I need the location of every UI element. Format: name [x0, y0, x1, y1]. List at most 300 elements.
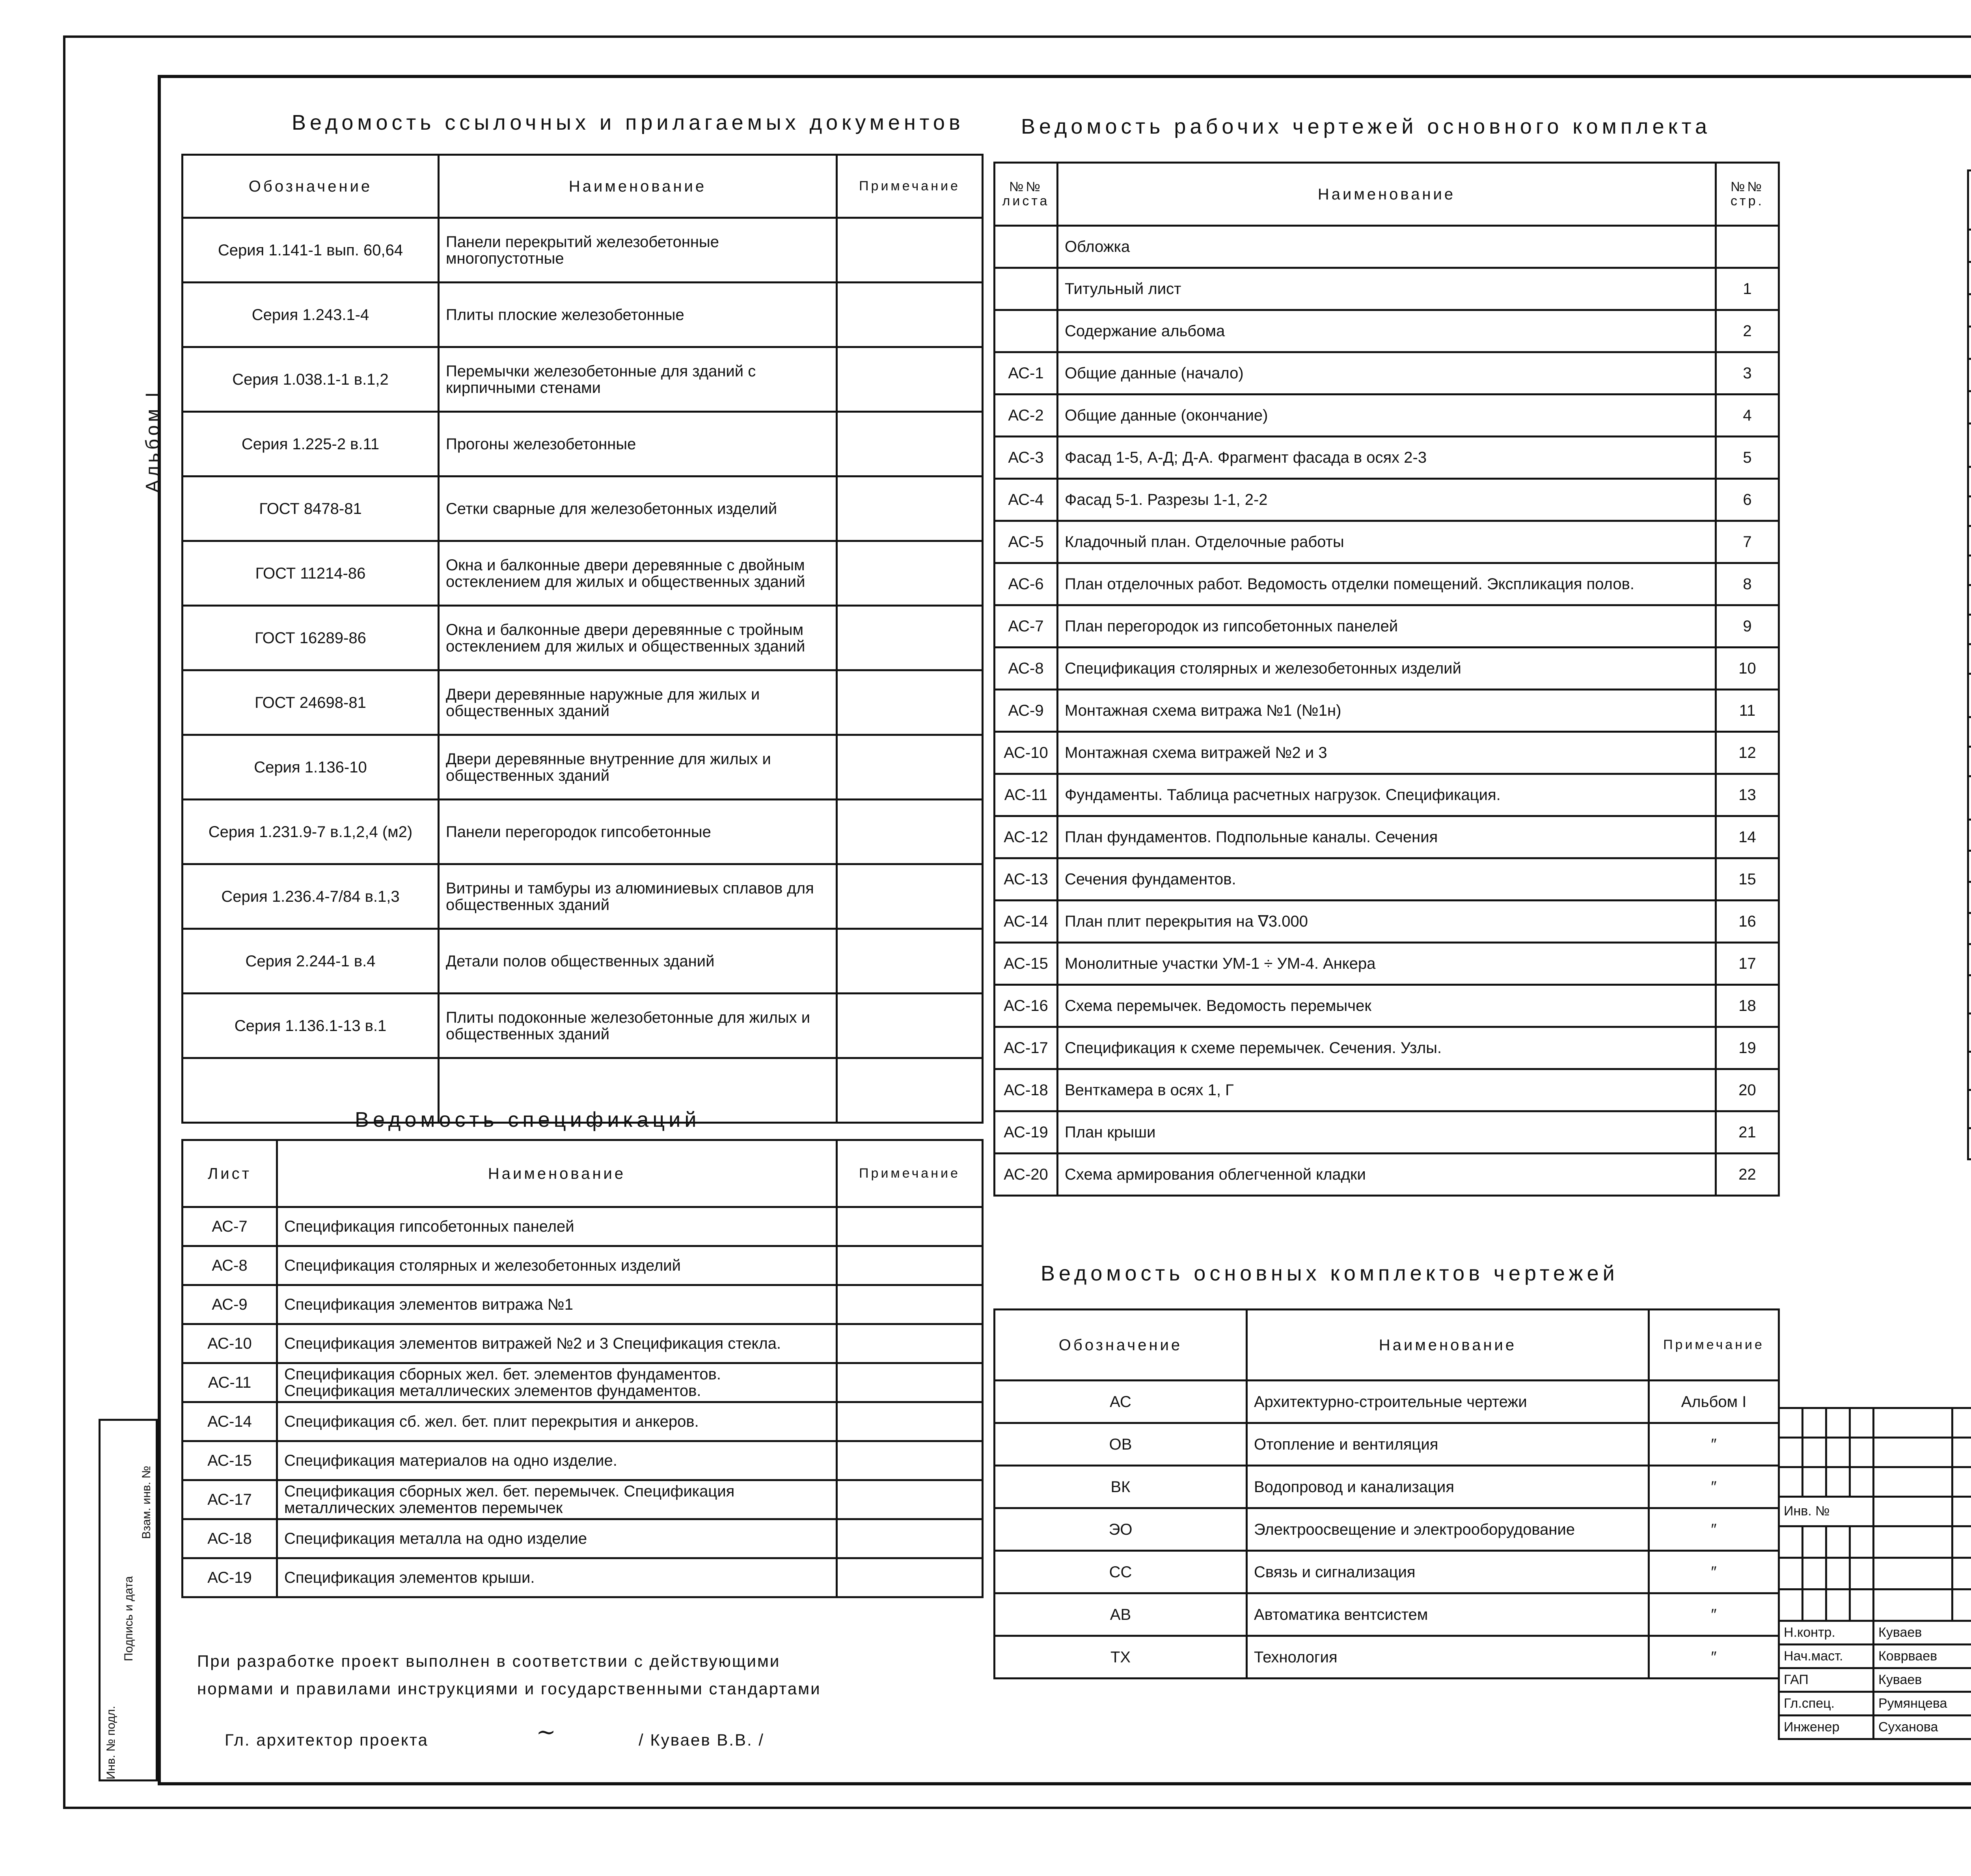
basic-row — [995, 1593, 1779, 1636]
references-cell: Сетки сварные для железобетонных изделий — [439, 476, 837, 541]
staff-role-4: Гл.спец. — [1779, 1692, 1874, 1716]
tep-cell — [1968, 913, 1971, 944]
specs-cell — [837, 1480, 983, 1519]
working-cell: АС-20 — [995, 1154, 1058, 1196]
references-cell: Двери деревянные наружные для жилых и общественных зданий — [439, 670, 837, 735]
working-row — [995, 1111, 1779, 1154]
working-cell: 19 — [1716, 1027, 1779, 1069]
working-cell: АС-17 — [995, 1027, 1058, 1069]
basic-title: Ведомость основных комплектов чертежей — [1041, 1262, 1619, 1285]
working-cell: 8 — [1716, 563, 1779, 605]
working-row — [995, 437, 1779, 479]
tep-cell — [1968, 644, 1971, 674]
specs-cell — [837, 1519, 983, 1558]
specs-header-name: Наименование — [277, 1140, 837, 1207]
references-cell: Витрины и тамбуры из алюминиевых сплавов для общественных зданий — [439, 864, 837, 929]
tep-section-row — [1968, 674, 1971, 717]
working-cell: Спецификация к схеме перемычек. Сечения. Узлы. — [1058, 1027, 1716, 1069]
basic-row — [995, 1466, 1779, 1508]
references-row — [183, 218, 983, 283]
working-cell: 21 — [1716, 1111, 1779, 1154]
basic-cell: ТХ — [995, 1636, 1247, 1679]
specs-cell: АС-8 — [183, 1246, 277, 1285]
working-row — [995, 901, 1779, 943]
specs-cell: Спецификация материалов на одно изделие. — [277, 1441, 837, 1480]
references-row — [183, 347, 983, 412]
working-header-name: Наименование — [1058, 163, 1716, 226]
working-cell: Спецификация столярных и железобетонных изделий — [1058, 648, 1716, 690]
specs-cell: Спецификация сборных жел. бет. элементов фундаментов. Спецификация металлических элементов фундаментов. — [277, 1363, 837, 1402]
references-table — [181, 154, 984, 1124]
tep-row — [1968, 975, 1971, 1014]
specs-cell: АС-10 — [183, 1324, 277, 1363]
specs-cell — [837, 1246, 983, 1285]
working-cell: АС-8 — [995, 648, 1058, 690]
specs-cell: АС-14 — [183, 1402, 277, 1441]
inv-label: Инв. № — [1779, 1497, 1874, 1526]
tep-cell — [1968, 1014, 1971, 1052]
tep-cell — [1968, 359, 1971, 391]
working-title: Ведомость рабочих чертежей основного комплекта — [1021, 115, 1711, 138]
tep-cell — [1968, 1090, 1971, 1128]
tep-row — [1968, 585, 1971, 615]
working-cell: АС-14 — [995, 901, 1058, 943]
working-cell: План плит перекрытия на ∇3.000 — [1058, 901, 1716, 943]
specs-cell: АС-17 — [183, 1480, 277, 1519]
specs-cell: Спецификация элементов витражей №2 и 3 Спецификация стекла. — [277, 1324, 837, 1363]
working-cell: АС-15 — [995, 943, 1058, 985]
references-cell: Серия 1.136-10 — [183, 735, 439, 800]
working-row — [995, 605, 1779, 648]
working-cell: Общие данные (окончание) — [1058, 395, 1716, 437]
working-row — [995, 479, 1779, 521]
basic-row — [995, 1551, 1779, 1593]
working-cell: Монолитные участки УМ-1 ÷ УМ-4. Анкера — [1058, 943, 1716, 985]
basic-cell: ВК — [995, 1466, 1247, 1508]
working-cell: АС-11 — [995, 774, 1058, 816]
working-cell: 15 — [1716, 858, 1779, 901]
basic-cell: ″ — [1649, 1551, 1779, 1593]
references-cell: Плиты плоские железобетонные — [439, 283, 837, 347]
working-cell: Фасад 5-1. Разрезы 1-1, 2-2 — [1058, 479, 1716, 521]
staff-name-2: Коврваев — [1874, 1645, 1971, 1668]
tep-row — [1968, 497, 1971, 526]
working-cell: Обложка — [1058, 226, 1716, 268]
basic-row — [995, 1423, 1779, 1466]
specs-row — [183, 1207, 983, 1246]
working-cell: 22 — [1716, 1154, 1779, 1196]
specs-cell — [837, 1285, 983, 1324]
tep-cell — [1968, 717, 1971, 747]
references-cell — [837, 800, 983, 864]
tep-cell — [1968, 497, 1971, 526]
specs-cell: Спецификация гипсобетонных панелей — [277, 1207, 837, 1246]
references-row — [183, 670, 983, 735]
references-row — [183, 606, 983, 670]
specs-header-sheet: Лист — [183, 1140, 277, 1207]
basic-row — [995, 1636, 1779, 1679]
references-cell — [837, 1058, 983, 1123]
specs-row — [183, 1324, 983, 1363]
working-cell: 5 — [1716, 437, 1779, 479]
working-row — [995, 732, 1779, 774]
working-cell: АС-18 — [995, 1069, 1058, 1111]
tep-cell — [1968, 585, 1971, 615]
basic-cell: Связь и сигнализация — [1247, 1551, 1649, 1593]
references-row — [183, 929, 983, 994]
references-cell — [837, 541, 983, 606]
working-cell: Фасад 1-5, А-Д; Д-А. Фрагмент фасада в осях 2-3 — [1058, 437, 1716, 479]
working-row — [995, 310, 1779, 352]
specs-header-note: Примечание — [837, 1140, 983, 1207]
tep-cell — [1968, 294, 1971, 327]
references-cell: Серия 1.038.1-1 в.1,2 — [183, 347, 439, 412]
working-cell: АС-2 — [995, 395, 1058, 437]
tep-cell — [1968, 391, 1971, 424]
specs-cell: АС-9 — [183, 1285, 277, 1324]
architect-name: / Куваев В.В. / — [639, 1731, 765, 1749]
working-row — [995, 1027, 1779, 1069]
specs-cell — [837, 1441, 983, 1480]
working-row — [995, 774, 1779, 816]
working-cell: Общие данные (начало) — [1058, 352, 1716, 395]
tep-row — [1968, 882, 1971, 913]
tep-row — [1968, 230, 1971, 262]
tep-row — [1968, 717, 1971, 747]
working-cell: АС-5 — [995, 521, 1058, 563]
tep-row — [1968, 944, 1971, 975]
tep-row — [1968, 262, 1971, 294]
tep-cell — [1968, 944, 1971, 975]
working-row — [995, 226, 1779, 268]
working-cell: План отделочных работ. Ведомость отделки помещений. Экспликация полов. — [1058, 563, 1716, 605]
working-cell: 17 — [1716, 943, 1779, 985]
left-stamp-inv: Инв. № подл. — [104, 1706, 117, 1779]
specs-row — [183, 1363, 983, 1402]
references-cell: Плиты подоконные железобетонные для жилых и общественных зданий — [439, 994, 837, 1058]
working-cell: 11 — [1716, 690, 1779, 732]
working-cell: АС-4 — [995, 479, 1058, 521]
references-row — [183, 800, 983, 864]
working-cell: АС-1 — [995, 352, 1058, 395]
tep-cell — [1968, 262, 1971, 294]
references-cell: Серия 1.136.1-13 в.1 — [183, 994, 439, 1058]
basic-cell: Технология — [1247, 1636, 1649, 1679]
references-cell: Серия 1.243.1-4 — [183, 283, 439, 347]
basic-cell: Архитектурно-строительные чертежи — [1247, 1381, 1649, 1423]
basic-header-note: Примечание — [1649, 1310, 1779, 1381]
specs-cell: Спецификация сб. жел. бет. плит перекрытия и анкеров. — [277, 1402, 837, 1441]
specs-row — [183, 1246, 983, 1285]
architect-label: Гл. архитектор проекта — [225, 1731, 428, 1749]
working-cell: 7 — [1716, 521, 1779, 563]
note-line-2: нормами и правилами инструкциями и государственными стандартами — [197, 1679, 821, 1698]
references-row — [183, 476, 983, 541]
specs-cell: АС-19 — [183, 1558, 277, 1597]
specs-title: Ведомость спецификаций — [355, 1108, 700, 1132]
staff-role-2: Нач.маст. — [1779, 1645, 1874, 1668]
references-cell: ГОСТ 11214-86 — [183, 541, 439, 606]
basic-cell: ЭО — [995, 1508, 1247, 1551]
working-cell: Схема армирования облегченной кладки — [1058, 1154, 1716, 1196]
tep-section-row — [1968, 424, 1971, 467]
basic-cell: ″ — [1649, 1466, 1779, 1508]
references-cell — [837, 606, 983, 670]
specs-cell: АС-11 — [183, 1363, 277, 1402]
working-cell: Фундаменты. Таблица расчетных нагрузок. Спецификация. — [1058, 774, 1716, 816]
basic-cell: АС — [995, 1381, 1247, 1423]
basic-row — [995, 1381, 1779, 1423]
working-cell: 10 — [1716, 648, 1779, 690]
working-table — [993, 162, 1780, 1197]
left-stamp-sign: Подпись и дата — [122, 1576, 135, 1661]
specs-row — [183, 1519, 983, 1558]
tep-section-row — [1968, 776, 1971, 820]
staff-role-1: Н.контр. — [1779, 1621, 1874, 1645]
specs-row — [183, 1285, 983, 1324]
references-row — [183, 283, 983, 347]
working-row — [995, 943, 1779, 985]
working-row — [995, 1154, 1779, 1196]
references-row — [183, 864, 983, 929]
tep-cell — [1968, 526, 1971, 556]
specs-table — [181, 1139, 984, 1598]
specs-row — [183, 1402, 983, 1441]
working-cell: 16 — [1716, 901, 1779, 943]
references-cell — [837, 929, 983, 994]
references-title: Ведомость ссылочных и прилагаемых документов — [292, 111, 964, 134]
references-cell — [837, 347, 983, 412]
tep-cell — [1968, 747, 1971, 776]
architect-signature: ~ — [536, 1718, 557, 1746]
working-cell: Титульный лист — [1058, 268, 1716, 310]
working-row — [995, 985, 1779, 1027]
working-cell: 6 — [1716, 479, 1779, 521]
references-cell: Окна и балконные двери деревянные с тройным остеклением для жилых и общественных зданий — [439, 606, 837, 670]
working-cell: АС-12 — [995, 816, 1058, 858]
tep-cell — [1968, 615, 1971, 644]
working-cell — [995, 268, 1058, 310]
working-cell: 13 — [1716, 774, 1779, 816]
references-row — [183, 994, 983, 1058]
specs-cell — [837, 1558, 983, 1597]
tep-row — [1968, 467, 1971, 497]
working-row — [995, 521, 1779, 563]
specs-cell: Спецификация элементов витража №1 — [277, 1285, 837, 1324]
tep-row — [1968, 851, 1971, 882]
working-row — [995, 1069, 1779, 1111]
basic-cell: Альбом I — [1649, 1381, 1779, 1423]
basic-table — [993, 1308, 1780, 1679]
references-cell: Панели перегородок гипсобетонные — [439, 800, 837, 864]
working-row — [995, 690, 1779, 732]
working-cell: АС-10 — [995, 732, 1058, 774]
specs-cell — [837, 1402, 983, 1441]
tep-cell — [1968, 556, 1971, 585]
working-row — [995, 395, 1779, 437]
basic-cell: АВ — [995, 1593, 1247, 1636]
working-cell: 1 — [1716, 268, 1779, 310]
references-header-note: Примечание — [837, 155, 983, 218]
working-cell: АС-7 — [995, 605, 1058, 648]
left-stamp — [99, 1419, 158, 1781]
tep-row — [1968, 526, 1971, 556]
references-cell: Серия 1.225-2 в.11 — [183, 412, 439, 476]
basic-cell: ОВ — [995, 1423, 1247, 1466]
specs-cell: АС-15 — [183, 1441, 277, 1480]
working-cell: АС-13 — [995, 858, 1058, 901]
working-cell: План фундаментов. Подпольные каналы. Сечения — [1058, 816, 1716, 858]
tep-cell — [1968, 851, 1971, 882]
specs-cell — [837, 1324, 983, 1363]
basic-row — [995, 1508, 1779, 1551]
working-cell — [995, 226, 1058, 268]
tep-header-name — [1968, 171, 1971, 230]
specs-cell: Спецификация элементов крыши. — [277, 1558, 837, 1597]
basic-header-code: Обозначение — [995, 1310, 1247, 1381]
staff-name-3: Куваев — [1874, 1668, 1971, 1692]
working-cell: 18 — [1716, 985, 1779, 1027]
working-cell: Кладочный план. Отделочные работы — [1058, 521, 1716, 563]
references-cell — [837, 412, 983, 476]
specs-row — [183, 1558, 983, 1597]
specs-cell: АС-7 — [183, 1207, 277, 1246]
references-cell: Окна и балконные двери деревянные с двойным остеклением для жилых и общественных зданий — [439, 541, 837, 606]
working-cell: 20 — [1716, 1069, 1779, 1111]
references-header-name: Наименование — [439, 155, 837, 218]
tep-section-title — [1968, 776, 1971, 820]
working-row — [995, 268, 1779, 310]
specs-cell: Спецификация сборных жел. бет. перемычек. Спецификация металлических элементов перемычек — [277, 1480, 837, 1519]
references-cell: ГОСТ 16289-86 — [183, 606, 439, 670]
tep-row — [1968, 294, 1971, 327]
working-cell: 9 — [1716, 605, 1779, 648]
tep-row — [1968, 1014, 1971, 1052]
specs-cell: АС-18 — [183, 1519, 277, 1558]
working-cell — [995, 310, 1058, 352]
working-cell: 14 — [1716, 816, 1779, 858]
working-cell: АС-6 — [995, 563, 1058, 605]
tep-row — [1968, 913, 1971, 944]
references-cell: Двери деревянные внутренние для жилых и общественных зданий — [439, 735, 837, 800]
references-cell — [837, 670, 983, 735]
references-cell — [837, 735, 983, 800]
tep-cell — [1968, 820, 1971, 851]
working-header-sheet: №№ листа — [995, 163, 1058, 226]
working-cell: 2 — [1716, 310, 1779, 352]
references-cell: Серия 1.141-1 вып. 60,64 — [183, 218, 439, 283]
tep-cell — [1968, 1052, 1971, 1090]
working-row — [995, 858, 1779, 901]
working-cell — [1716, 226, 1779, 268]
working-cell: АС-9 — [995, 690, 1058, 732]
tep-row — [1968, 556, 1971, 585]
tep-row — [1968, 1052, 1971, 1090]
working-cell: 4 — [1716, 395, 1779, 437]
tep-table — [1967, 169, 1971, 1160]
references-cell — [837, 218, 983, 283]
tep-cell — [1968, 327, 1971, 359]
specs-row — [183, 1480, 983, 1519]
tep-row — [1968, 615, 1971, 644]
tep-row — [1968, 747, 1971, 776]
working-cell: 12 — [1716, 732, 1779, 774]
tep-cell — [1968, 975, 1971, 1014]
references-cell: Серия 1.231.9-7 в.1,2,4 (м2) — [183, 800, 439, 864]
tep-section-title — [1968, 674, 1971, 717]
references-cell: Серия 1.236.4-7/84 в.1,3 — [183, 864, 439, 929]
tep-cell — [1968, 882, 1971, 913]
specs-cell — [837, 1207, 983, 1246]
basic-cell: Электроосвещение и электрооборудование — [1247, 1508, 1649, 1551]
references-cell: Перемычки железобетонные для зданий с кирпичными стенами — [439, 347, 837, 412]
tep-row — [1968, 1090, 1971, 1128]
basic-cell: Автоматика вентсистем — [1247, 1593, 1649, 1636]
references-row — [183, 735, 983, 800]
references-cell — [837, 864, 983, 929]
basic-cell: ″ — [1649, 1636, 1779, 1679]
working-cell: Венткамера в осях 1, Г — [1058, 1069, 1716, 1111]
basic-cell: Отопление и вентиляция — [1247, 1423, 1649, 1466]
tep-cell — [1968, 1128, 1971, 1159]
references-cell: Серия 2.244-1 в.4 — [183, 929, 439, 994]
working-cell: Сечения фундаментов. — [1058, 858, 1716, 901]
staff-role-3: ГАП — [1779, 1668, 1874, 1692]
working-cell: 3 — [1716, 352, 1779, 395]
basic-header-name: Наименование — [1247, 1310, 1649, 1381]
title-block — [1778, 1407, 1971, 1740]
left-stamp-replace: Взам. инв. № — [140, 1466, 153, 1539]
working-row — [995, 563, 1779, 605]
references-cell: ГОСТ 24698-81 — [183, 670, 439, 735]
working-cell: Содержание альбома — [1058, 310, 1716, 352]
working-cell: Монтажная схема витражей №2 и 3 — [1058, 732, 1716, 774]
basic-cell: СС — [995, 1551, 1247, 1593]
tep-row — [1968, 1128, 1971, 1159]
tep-row — [1968, 359, 1971, 391]
working-cell: АС-16 — [995, 985, 1058, 1027]
working-row — [995, 816, 1779, 858]
staff-name-5: Суханова — [1874, 1716, 1971, 1739]
tep-cell — [1968, 467, 1971, 497]
tep-row — [1968, 644, 1971, 674]
tep-row — [1968, 391, 1971, 424]
staff-name-4: Румянцева — [1874, 1692, 1971, 1716]
references-cell: ГОСТ 8478-81 — [183, 476, 439, 541]
references-cell: Детали полов общественных зданий — [439, 929, 837, 994]
working-cell: Схема перемычек. Ведомость перемычек — [1058, 985, 1716, 1027]
references-cell — [837, 476, 983, 541]
working-cell: АС-19 — [995, 1111, 1058, 1154]
specs-cell — [837, 1363, 983, 1402]
tep-row — [1968, 327, 1971, 359]
working-header-page: №№ стр. — [1716, 163, 1779, 226]
tep-cell — [1968, 230, 1971, 262]
staff-name-1: Куваев — [1874, 1621, 1971, 1645]
tep-section-title — [1968, 424, 1971, 467]
references-cell: Панели перекрытий железобетонные многопустотные — [439, 218, 837, 283]
working-cell: Монтажная схема витража №1 (№1н) — [1058, 690, 1716, 732]
references-cell — [837, 283, 983, 347]
basic-cell: Водопровод и канализация — [1247, 1466, 1649, 1508]
specs-row — [183, 1441, 983, 1480]
album-label: Альбом I — [142, 389, 163, 493]
references-cell — [837, 994, 983, 1058]
working-cell: План перегородок из гипсобетонных панелей — [1058, 605, 1716, 648]
basic-cell: ″ — [1649, 1508, 1779, 1551]
references-header-code: Обозначение — [183, 155, 439, 218]
working-cell: АС-3 — [995, 437, 1058, 479]
